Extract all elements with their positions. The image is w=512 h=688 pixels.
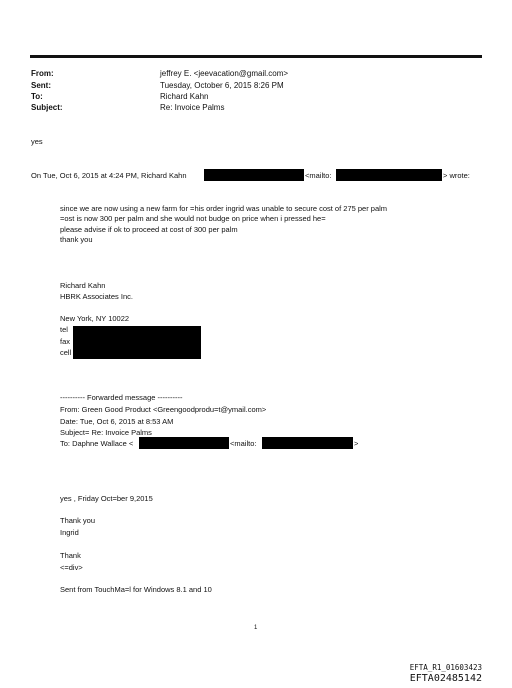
from-value: jeffrey E. <jeevacation@gmail.com> [160, 69, 289, 78]
to-value: Richard Kahn [160, 92, 209, 101]
forwarded-subject: Subject= Re: Invoice Palms [60, 428, 152, 437]
quote-intro: On Tue, Oct 6, 2015 at 4:24 PM, Richard Kahn [31, 171, 187, 180]
to-label: To: [31, 92, 43, 101]
forwarded-from: From: Green Good Product <Greengoodprodu=t@ymail.com> [60, 405, 267, 414]
forwarded-date: Date: Tue, Oct 6, 2015 at 8:53 AM [60, 417, 174, 426]
quoted-line: =ost is now 300 per palm and she would not budge on price when i pressed he= [60, 214, 326, 223]
quoted-line: please advise if ok to proceed at cost of 300 per palm [60, 225, 238, 234]
forwarded-to: To: Daphne Wallace < [60, 439, 134, 448]
signature-city: New York, NY 10022 [60, 314, 130, 323]
forward-body-line: yes , Friday Oct=ber 9,2015 [60, 494, 153, 503]
fax-label: fax [60, 337, 71, 346]
quoted-line: thank you [60, 235, 93, 244]
subject-label: Subject: [31, 103, 63, 112]
quote-wrote: > wrote: [443, 171, 470, 180]
redaction-bar [336, 169, 442, 181]
redaction-bar [204, 169, 304, 181]
reply-body: yes [31, 137, 43, 146]
forward-body-line: Thank [60, 551, 81, 560]
redaction-bar [262, 437, 353, 449]
quote-mailto: <mailto: [305, 171, 332, 180]
signature-company: HBRK Associates Inc. [60, 292, 133, 301]
forward-body-line: <=div> [60, 563, 83, 572]
forward-body-line: Sent from TouchMa=l for Windows 8.1 and 10 [60, 585, 212, 594]
subject-value: Re: Invoice Palms [160, 103, 225, 112]
header-rule [30, 55, 482, 58]
signature-name: Richard Kahn [60, 281, 106, 290]
forward-body-line: Thank you [60, 516, 96, 525]
forwarded-to-end: > [354, 439, 359, 448]
page-number: 1 [254, 625, 258, 631]
footer-id-small: EFTA_R1_01603423 [409, 663, 482, 672]
quoted-line: since we are now using a new farm for =his order ingrid was unable to secure cost of 275 per palm [60, 204, 388, 213]
from-label: From: [31, 69, 54, 78]
footer-id-large: EFTA02485142 [409, 673, 482, 684]
forwarded-title: ---------- Forwarded message ---------- [60, 393, 183, 402]
redaction-bar [139, 437, 229, 449]
tel-label: tel [60, 325, 68, 334]
sent-value: Tuesday, October 6, 2015 8:26 PM [160, 81, 284, 90]
forward-body-line: Ingrid [60, 528, 79, 537]
forwarded-to-mailto: <mailto: [230, 439, 257, 448]
redaction-block [73, 326, 201, 359]
cell-label: cell [60, 348, 72, 357]
sent-label: Sent: [31, 81, 51, 90]
